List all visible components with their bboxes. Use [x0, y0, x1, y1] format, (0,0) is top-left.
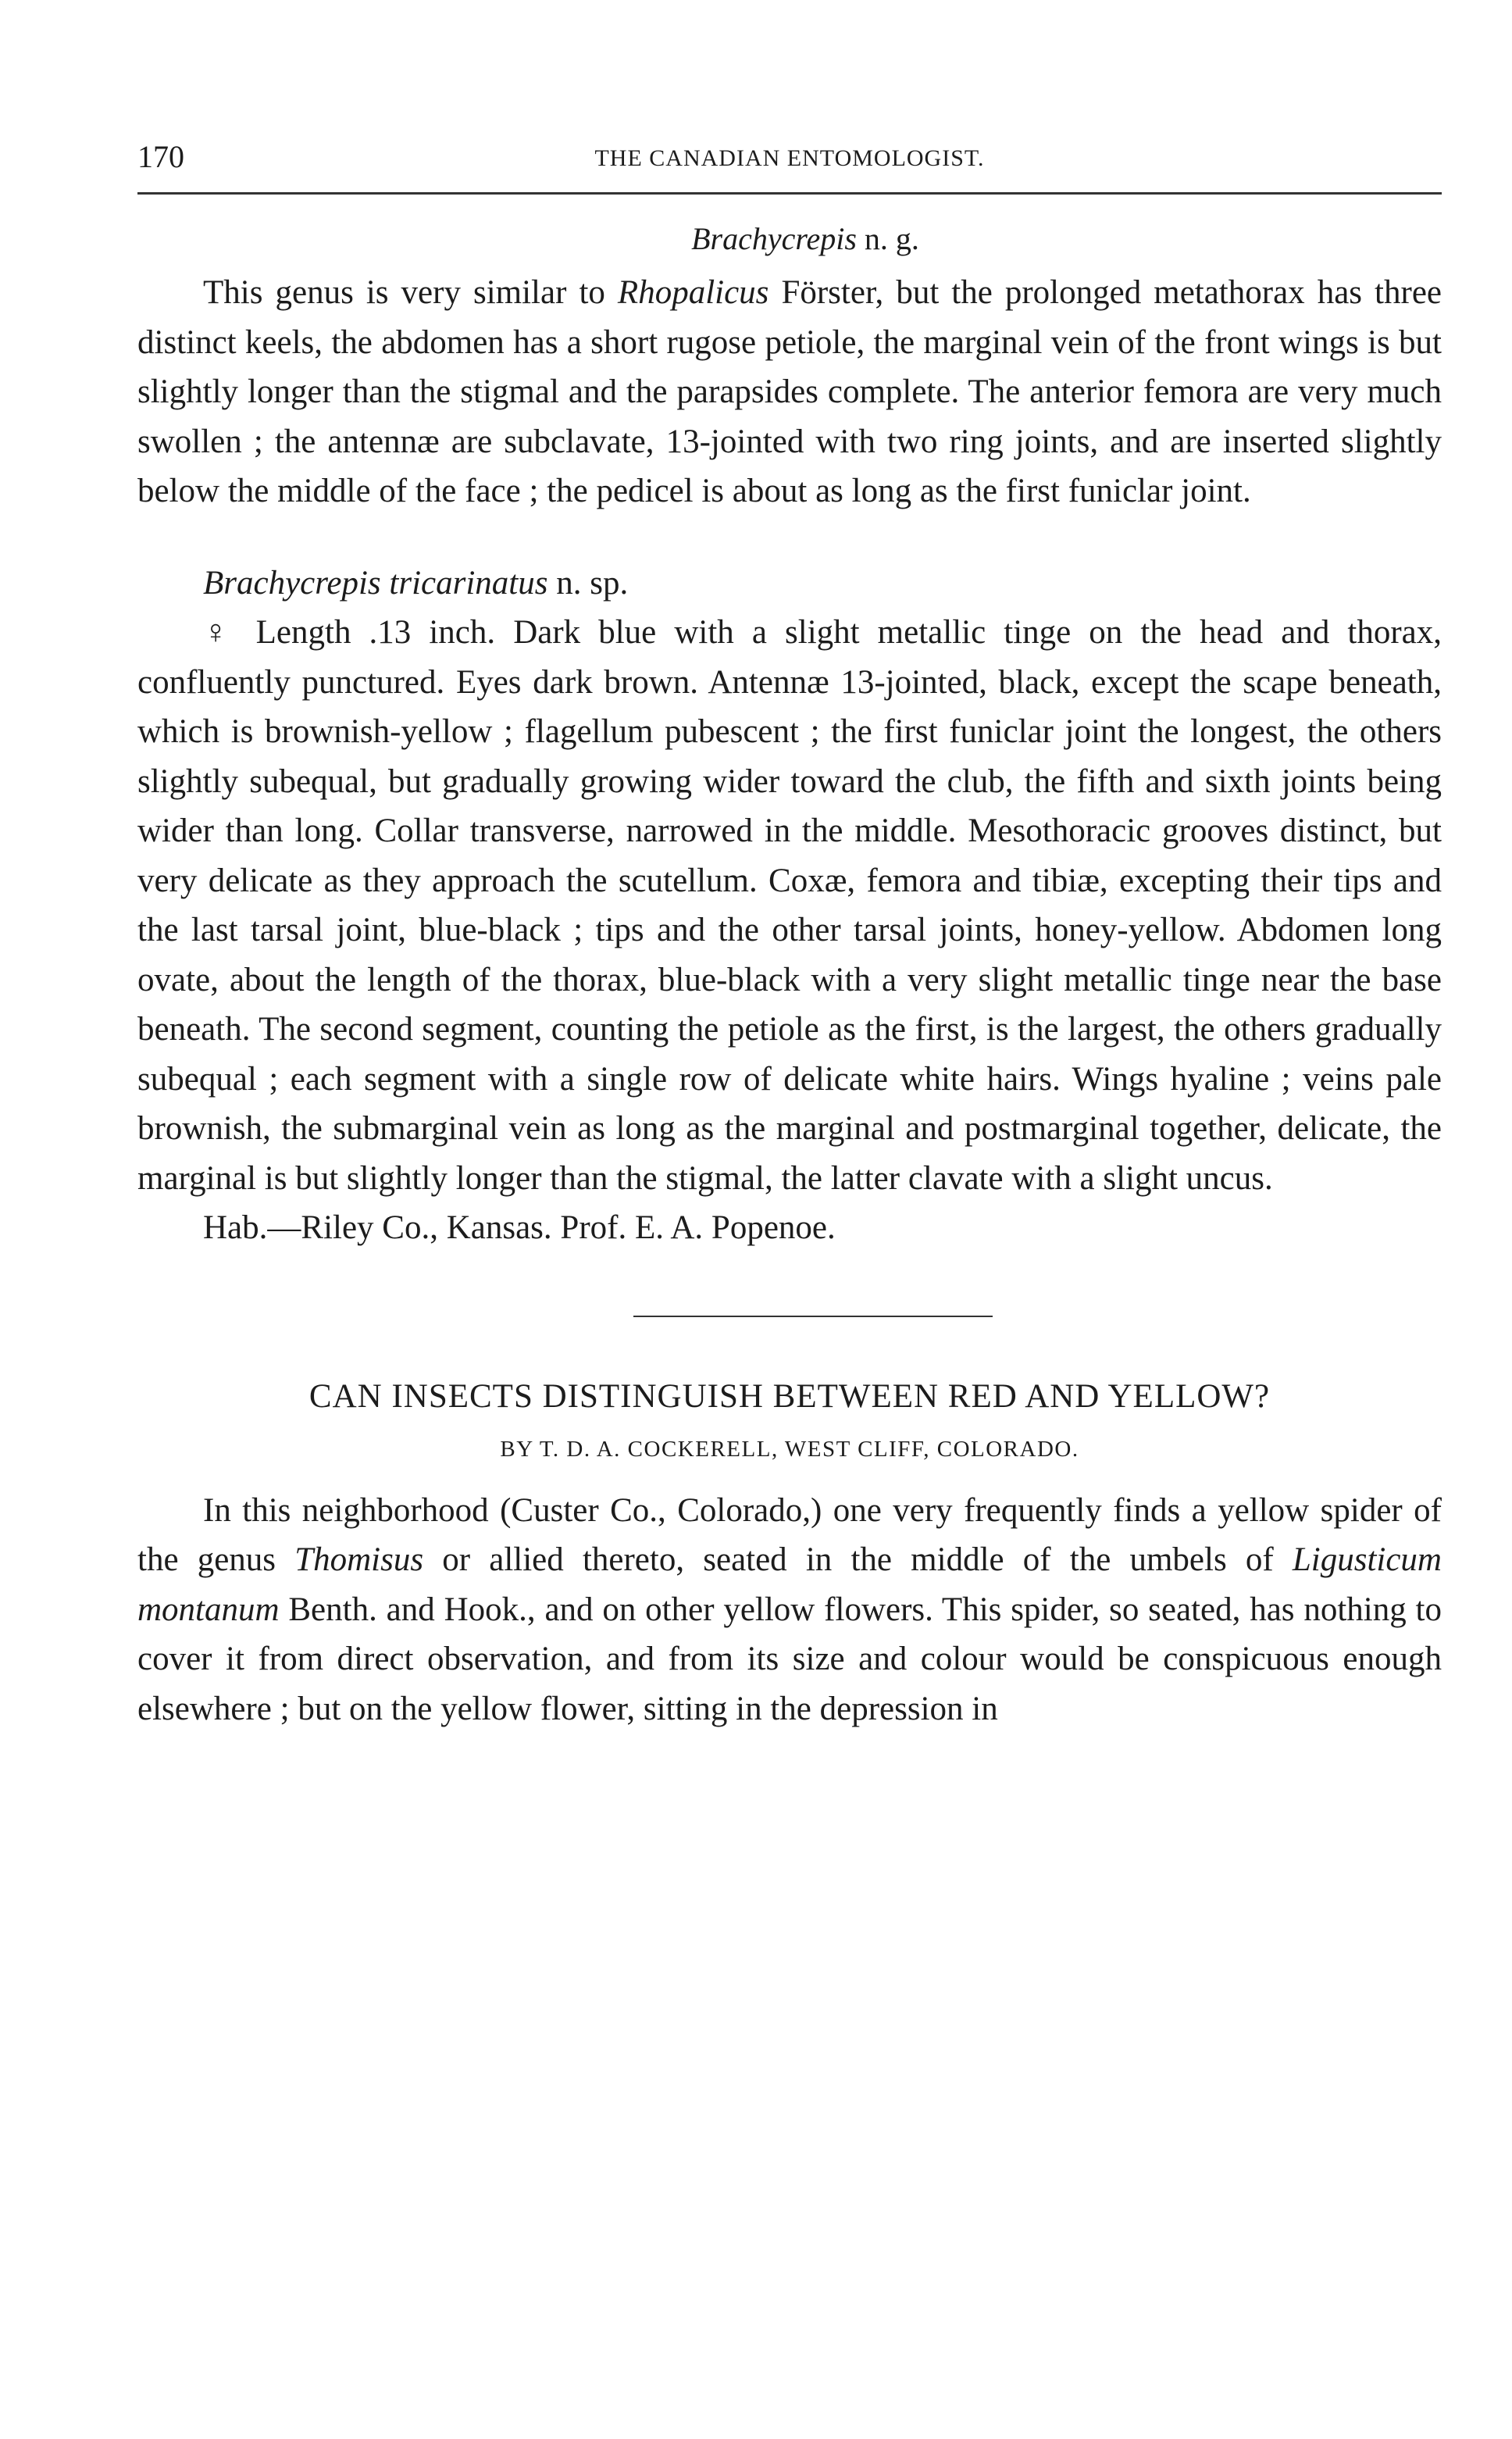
- section-divider: [633, 1316, 993, 1317]
- species-heading: [137, 559, 1442, 609]
- article-body: [137, 1486, 1442, 1734]
- species-description: ♀ Length .13 inch. Dark blue with a slight metallic tinge on the head and thorax, confluently punctured. Eyes dark brown. Antennæ 13-jointed, black, except the scape beneath, which is brownish-yellow ; flagellum pubescent ; the first funiclar joint the longest, the others slightly subequal, but gradually growing wider toward the club, the fifth and sixth joints being wider than long. Collar transverse, narrowed in the middle. Mesothoracic grooves distinct, but very delicate as they approach the scutellum. Coxæ, femora and tibiæ, excepting their tips and the last tarsal joint, blue-black ; tips and the other tarsal joints, honey-yellow. Abdomen long ovate, about the length of the thorax, blue-black with a very slight metallic tinge near the base beneath. The second segment, counting the petiole as the first, is the largest, the others gradually subequal ; each segment with a single row of delicate white hairs. Wings hyaline ; veins pale brownish, the submarginal vein as long as the marginal and postmarginal together, delicate, the marginal is but slightly longer than the stigmal, the latter clavate with a slight uncus.: [137, 614, 1442, 1197]
- genus-suffix: n. g.: [864, 221, 919, 256]
- header-rule: [137, 192, 1442, 195]
- article-byline: BY T. D. A. COCKERELL, WEST CLIFF, COLORADO.: [500, 1436, 1079, 1462]
- running-head: [137, 137, 1442, 192]
- habitat-line: Hab.—Riley Co., Kansas. Prof. E. A. Popenoe.: [203, 1209, 836, 1246]
- page-number: 170: [137, 139, 184, 174]
- genus-name: Brachycrepis: [691, 221, 857, 256]
- species-suffix: n. sp.: [547, 564, 629, 602]
- article-title: CAN INSECTS DISTINGUISH BETWEEN RED AND YELLOW?: [308, 1377, 1271, 1415]
- document-page: [137, 137, 1442, 1734]
- journal-title: THE CANADIAN ENTOMOLOGIST.: [594, 145, 985, 171]
- genus-desc-part-2: Förster, but the prolonged metathorax has three distinct keels, the abdomen has a short rugose petiole, the marginal vein of the front wings is but slightly longer than the stigmal and the parapsides complete. The anterior femora are very much swollen ; the antennæ are subclavate, 13-jointed with two ring joints, and are inserted slightly below the middle of the face ; the pedicel is about as long as the first funiclar joint.: [137, 274, 1442, 509]
- article-body-part-1: In this neighborhood (Custer Co., Colorado,) one very frequently finds a yellow spider of the genus: [137, 1491, 1442, 1578]
- genus-heading: [169, 216, 1442, 262]
- article-body-spider-genus: Thomisus: [294, 1541, 424, 1578]
- genus-desc-part-1: This genus is very similar to: [203, 274, 618, 311]
- article-body-part-3: Benth. and Hook., and on other yellow flowers. This spider, so seated, has nothing to cover it from direct observation, and from its size and colour would be conspicuous enough elsewhere ; but on the yellow flower, sitting in the depression in: [137, 1591, 1442, 1727]
- species-name: Brachycrepis tricarinatus: [203, 564, 548, 602]
- article-body-part-2: or allied thereto, seated in the middle of the umbels of: [423, 1541, 1293, 1578]
- genus-desc-comparison-genus: Rhopalicus: [617, 274, 769, 311]
- genus-description: [137, 268, 1442, 516]
- article-body-plant-name: Ligusticum montanum: [137, 1541, 1442, 1628]
